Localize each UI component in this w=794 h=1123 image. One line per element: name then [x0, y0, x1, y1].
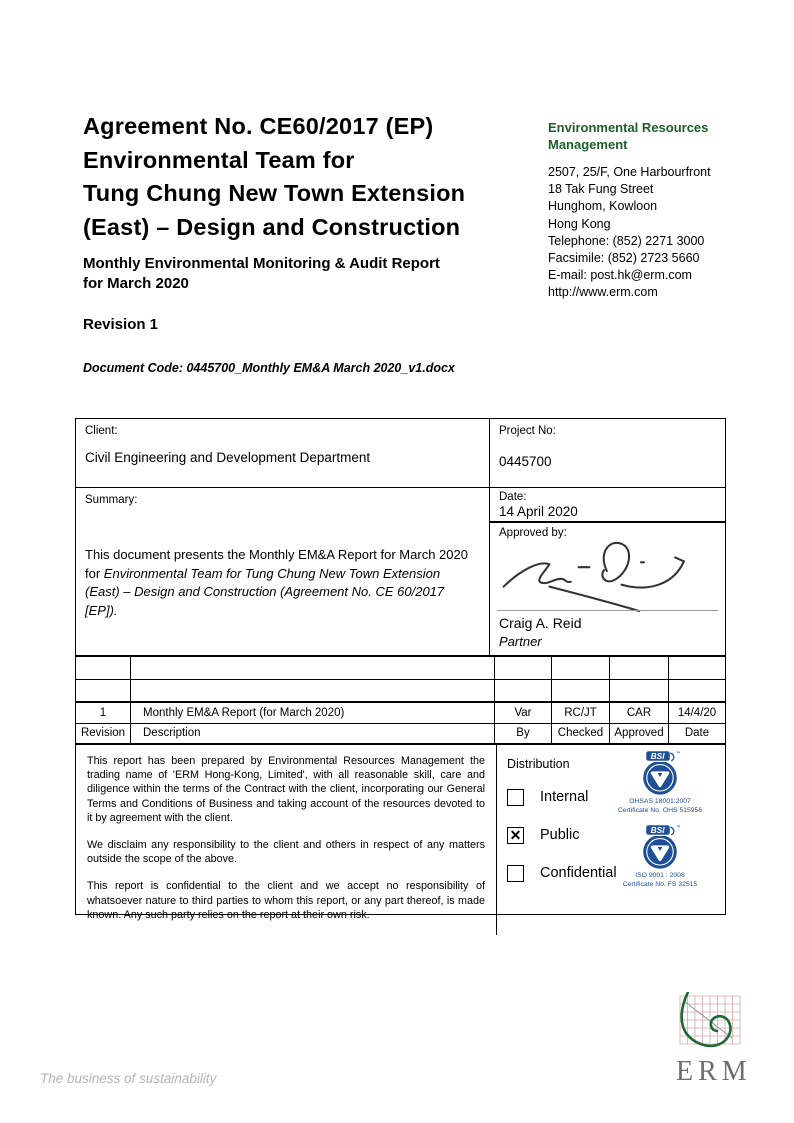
checked-cell	[552, 680, 610, 701]
document-info-table	[75, 418, 726, 921]
revision-header-row	[76, 724, 725, 746]
subtitle-line: Monthly Environmental Monitoring & Audit Report	[83, 255, 440, 272]
certification-ohsas	[601, 748, 719, 815]
signature	[494, 536, 712, 612]
client-label: Client:	[85, 425, 118, 437]
certification-logos	[601, 748, 719, 896]
disclaimer-paragraph: This report has been prepared by Environmental Resources Management the trading name of 'ERM Hong-Kong, Limited', with all reasonable skill, care and diligence within the terms of the Contract with the client, incorporating our General Terms and Conditions of Business and taking account of the resources devoted to it by agreement with the client.	[87, 755, 485, 824]
revision-row-data	[76, 703, 725, 724]
email-line: E-mail: post.hk@erm.com	[548, 268, 692, 283]
checked-cell: RC/JT	[552, 703, 610, 723]
date-cell	[490, 488, 725, 523]
erm-logo	[671, 992, 752, 1088]
page-title	[83, 110, 465, 244]
by-header-cell: By	[495, 724, 552, 744]
address-line: 2507, 25/F, One Harbourfront	[548, 165, 711, 179]
project-no-value: 0445700	[499, 454, 552, 469]
disclaimer-paragraph: This report is confidential to the client and we accept no responsibility of whatsoever nature to third parties to whom this report, or any part thereof, is made known. Any such party relies on the report at their own risk.	[87, 880, 485, 921]
date-approval-column	[490, 488, 725, 655]
revision-header-cell: Revision	[76, 724, 131, 744]
date-header-cell: Date	[684, 727, 710, 740]
phone-line: Telephone: (852) 2271 3000	[548, 233, 705, 248]
cert-number: Certificate No. OHS 515956	[617, 806, 703, 814]
summary-approval-row	[76, 488, 725, 657]
bsi-trademark: ™	[676, 750, 681, 756]
description-cell	[131, 680, 495, 701]
cert-standard: ISO 9001 : 2008	[635, 872, 685, 879]
disclaimer-cell	[76, 745, 497, 935]
address-line: 18 Tak Fung Street	[548, 182, 654, 197]
certification-iso	[601, 822, 719, 889]
title-line: Agreement No. CE60/2017 (EP)	[83, 113, 434, 139]
cert-number: Certificate No. FS 32515	[622, 880, 698, 888]
title-line: (East) – Design and Construction	[83, 213, 461, 240]
approved-cell	[610, 680, 669, 701]
title-line: Environmental Team for	[83, 146, 355, 173]
revision-row-empty	[76, 680, 725, 703]
summary-label: Summary:	[85, 494, 138, 506]
revision-row-empty	[76, 657, 725, 680]
approver-title: Partner	[499, 634, 542, 649]
approved-by-cell	[490, 523, 725, 655]
public-checkbox[interactable]: ✕	[507, 827, 524, 844]
approved-by-label: Approved by:	[499, 527, 567, 539]
summary-text-italic: Environmental Team for Tung Chung New Town Extension (East) – Design and Construction (Agreement No. CE 60/2017 [EP]).	[85, 565, 445, 618]
date-value: 14 April 2020	[499, 504, 578, 519]
distribution-label: Distribution	[507, 757, 570, 771]
by-cell	[495, 680, 552, 701]
address-line: Hong Kong	[548, 216, 611, 231]
revision-cell	[76, 657, 131, 679]
summary-text-plain: This document presents the Monthly EM&A Report for March 2020 for	[85, 547, 468, 581]
date-cell	[669, 657, 725, 679]
company-contact-block	[548, 119, 743, 302]
revision-cell: 1	[76, 703, 131, 723]
distribution-cell	[497, 745, 725, 935]
approver-name: Craig A. Reid	[499, 615, 582, 631]
checked-header-cell: Checked	[552, 724, 610, 744]
internal-label: Internal	[540, 789, 589, 805]
signature-divider	[497, 610, 718, 611]
summary-cell	[76, 488, 490, 655]
client-value: Civil Engineering and Development Department	[85, 450, 371, 465]
bsi-logo-icon	[636, 748, 684, 798]
confidential-label: Confidential	[540, 865, 617, 881]
summary-text	[85, 546, 480, 620]
bsi-trademark: ™	[676, 824, 681, 830]
cert-standard: OHSAS 18001:2007	[629, 798, 691, 805]
public-label: Public	[540, 827, 580, 843]
bsi-logo-text: BSI	[650, 751, 665, 762]
company-name	[548, 119, 743, 153]
report-subtitle	[83, 254, 440, 293]
date-cell	[669, 680, 725, 701]
by-cell	[495, 657, 552, 679]
tagline: The business of sustainability	[40, 1071, 217, 1086]
internal-checkbox[interactable]	[507, 789, 524, 806]
company-name-line: Management	[548, 137, 628, 152]
address-line: Hunghom, Kowloon	[548, 199, 658, 214]
document-code: Document Code: 0445700_Monthly EM&A March 2020_v1.docx	[83, 361, 455, 375]
revision-label: Revision 1	[83, 316, 159, 333]
client-project-row	[76, 419, 725, 488]
bsi-logo-text: BSI	[650, 825, 665, 836]
approved-header-cell: Approved	[610, 724, 669, 744]
date-cell: 14/4/20	[677, 706, 717, 719]
website-line: http://www.erm.com	[548, 285, 658, 300]
description-header-cell: Description	[131, 724, 495, 744]
approved-cell	[610, 657, 669, 679]
fax-line: Facsimile: (852) 2723 5660	[548, 251, 700, 266]
checked-cell	[552, 657, 610, 679]
disclaimer-paragraph: We disclaim any responsibility to the client and others in respect of any matters outside the scope of the above.	[87, 839, 485, 866]
erm-logo-text: ERM	[676, 1056, 752, 1087]
bsi-logo-icon	[636, 822, 684, 872]
subtitle-line: for March 2020	[83, 274, 189, 292]
erm-spiral-grid-icon	[673, 992, 745, 1050]
description-cell	[131, 657, 495, 679]
date-label: Date:	[499, 491, 527, 503]
company-name-line: Environmental Resources	[548, 120, 709, 135]
project-no-label: Project No:	[499, 425, 556, 437]
revision-cell	[76, 680, 131, 701]
by-cell: Var	[495, 703, 552, 723]
disclaimer-distribution-row	[76, 745, 725, 935]
confidential-checkbox[interactable]	[507, 865, 524, 882]
client-cell	[76, 419, 490, 487]
approved-cell: CAR	[610, 703, 669, 723]
description-cell: Monthly EM&A Report (for March 2020)	[131, 703, 495, 723]
project-no-cell	[490, 419, 725, 487]
title-line: Tung Chung New Town Extension	[83, 180, 466, 206]
